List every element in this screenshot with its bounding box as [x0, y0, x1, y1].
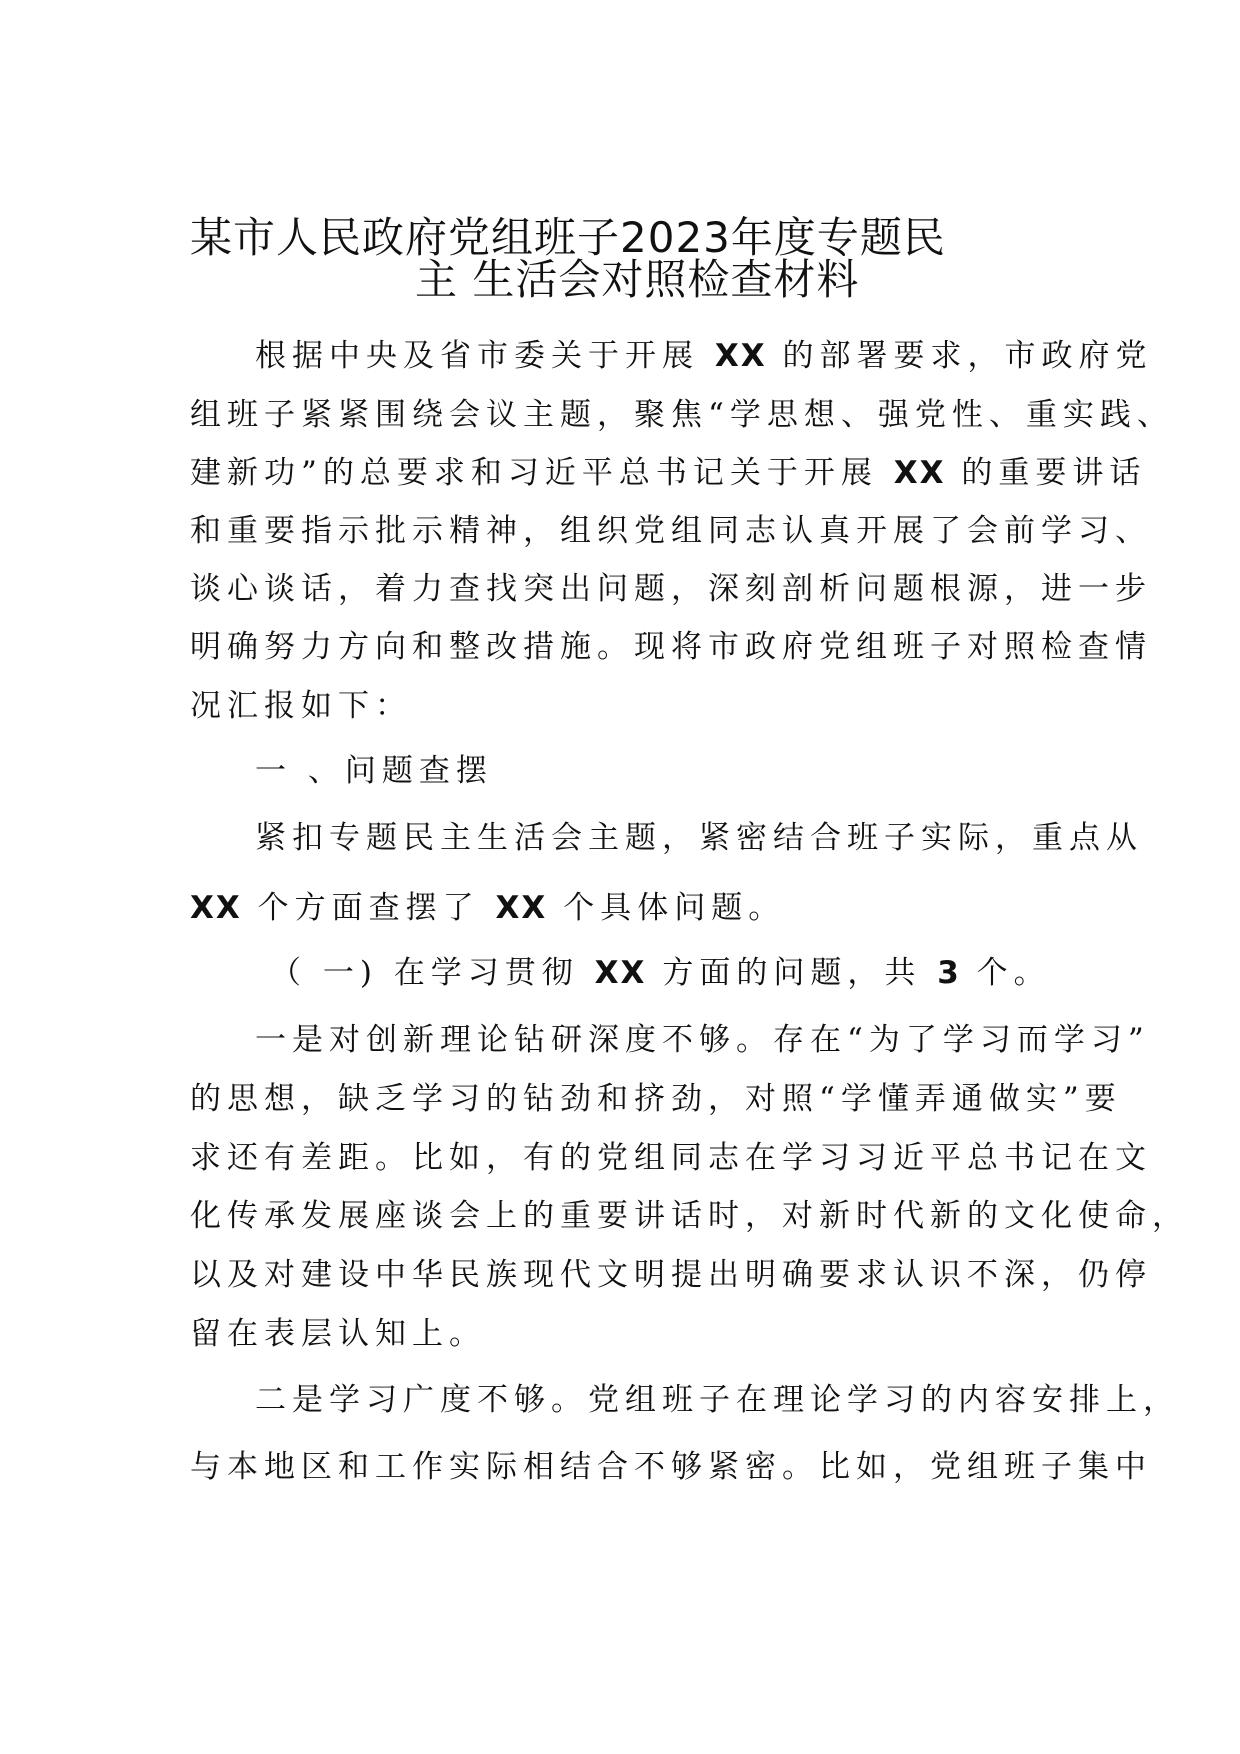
paragraph-line: 组班子紧紧围绕会议主题，聚焦“学思想、强党性、重实践、: [190, 397, 1174, 433]
paragraph-line: 以及对建设中华民族现代文明提出明确要求认识不深，仍停: [190, 1257, 1152, 1293]
paragraph-line: 二是学习广度不够。党组班子在理论学习的内容安排上，: [255, 1382, 1180, 1418]
paragraph-line: 根据中央及省市委关于开展 XX 的部署要求，市政府党: [255, 338, 1153, 374]
paragraph-line: XX 个方面查摆了 XX 个具体问题。: [190, 890, 786, 926]
paragraph-line: 留在表层认知上。: [190, 1316, 486, 1352]
section-heading: 一 、问题查摆: [255, 753, 493, 789]
document-title-line-1: 某市人民政府党组班子2023年度专题民: [190, 213, 946, 262]
paragraph-line: 化传承发展座谈会上的重要讲话时，对新时代新的文化使命，: [190, 1198, 1189, 1234]
paragraph-line: 紧扣专题民主生活会主题，紧密结合班子实际，重点从: [255, 820, 1143, 856]
paragraph-line: 一是对创新理论钻研深度不够。存在“为了学习而学习”: [255, 1022, 1150, 1058]
paragraph-line: 明确努力方向和整改措施。现将市政府党组班子对照检查情: [190, 629, 1152, 665]
paragraph-line: 况汇报如下：: [190, 688, 412, 724]
paragraph-line: 求还有差距。比如，有的党组同志在学习习近平总书记在文: [190, 1140, 1152, 1176]
paragraph-line: 与本地区和工作实际相结合不够紧密。比如，党组班子集中: [190, 1449, 1152, 1485]
subsection-heading: （ 一) 在学习贯彻 XX 方面的问题，共 3 个。: [270, 955, 1051, 991]
paragraph-line: 谈心谈话，着力查找突出问题，深刻剖析问题根源，进一步: [190, 571, 1152, 607]
paragraph-line: 的思想，缺乏学习的钻劲和挤劲，对照“学懂弄通做实”要: [190, 1081, 1122, 1117]
document-title-line-2: 主 生活会对照检查材料: [415, 255, 860, 304]
paragraph-line: 和重要指示批示精神，组织党组同志认真开展了会前学习、: [190, 513, 1152, 549]
paragraph-line: 建新功”的总要求和习近平总书记关于开展 XX 的重要讲话: [190, 455, 1147, 491]
